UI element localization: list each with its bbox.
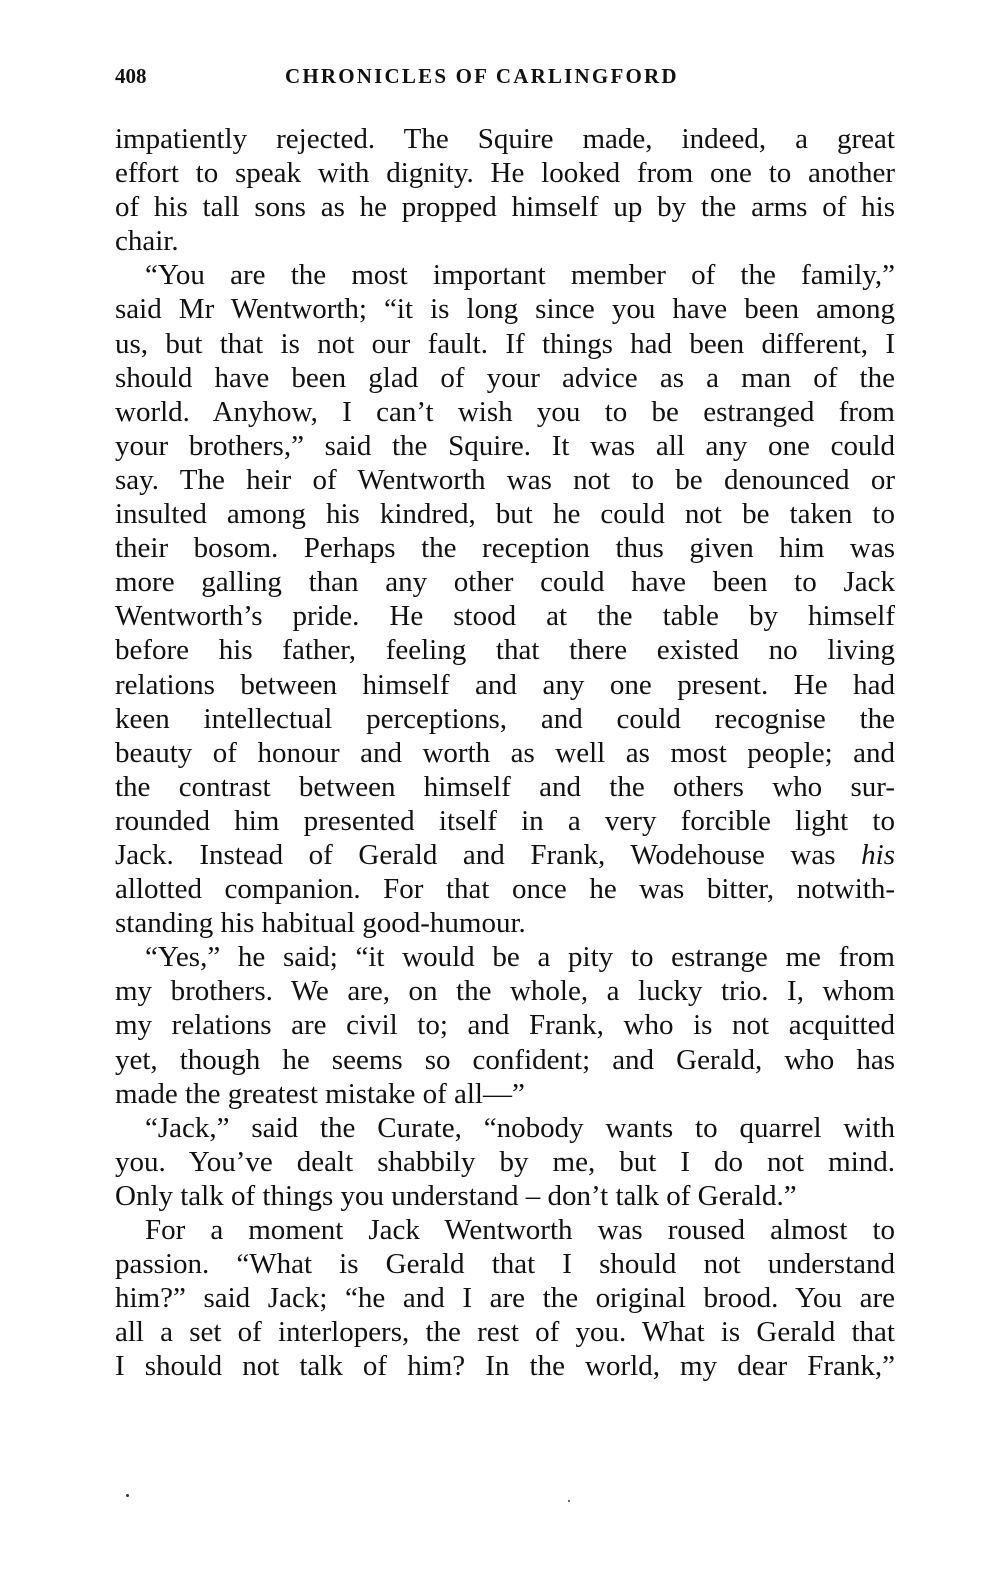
text-line: yet, though he seems so confident; and Gerald, who has [115,1043,895,1076]
page-number: 408 [115,64,147,88]
text-line: said Mr Wentworth; “it is long since you have been among [115,293,895,326]
text-line: of his tall sons as he propped himself up by the arms of his [115,191,895,224]
text-line: I should not talk of him? In the world, my dear Frank,” [115,1350,895,1383]
text-line: all a set of interlopers, the rest of you. What is Gerald that [115,1316,895,1349]
text-line: world. Anyhow, I can’t wish you to be estranged from [115,395,895,428]
text-line: rounded him presented itself in a very forcible light to [115,804,895,837]
text-line: their bosom. Perhaps the reception thus given him was [115,532,895,565]
text-line: more galling than any other could have been to Jack [115,566,895,599]
text-line: the contrast between himself and the others who sur- [115,770,895,803]
text-line: insulted among his kindred, but he could not be taken to [115,498,895,531]
running-head [115,64,895,94]
text-line: relations between himself and any one present. He had [115,668,895,701]
print-speck [568,1500,570,1502]
text-line: “Yes,” he said; “it would be a pity to estrange me from [145,941,895,974]
text-line: made the greatest mistake of all—” [115,1077,525,1110]
text-line: us, but that is not our fault. If things had been different, I [115,327,895,360]
text-line: my relations are civil to; and Frank, who is not acquitted [115,1009,895,1042]
text-line: effort to speak with dignity. He looked from one to another [115,157,895,190]
text-line: allotted companion. For that once he was bitter, notwith- [115,873,895,906]
text-line: passion. “What is Gerald that I should not understand [115,1248,895,1281]
text-line: before his father, feeling that there existed no living [115,634,895,667]
text-line-main: Jack. Instead of Gerald and Frank, Wodehouse was [115,838,836,871]
text-line: you. You’ve dealt shabbily by me, but I do not mind. [115,1145,895,1178]
text-line: standing his habitual good-humour. [115,907,526,940]
text-line: him?” said Jack; “he and I are the original brood. You are [115,1282,895,1315]
text-line: “Jack,” said the Curate, “nobody wants to quarrel with [145,1111,895,1144]
running-title: CHRONICLES OF CARLINGFORD [285,64,679,88]
text-line: your brothers,” said the Squire. It was all any one could [115,429,895,462]
text-line: chair. [115,225,179,258]
print-speck [126,1494,129,1497]
text-line: keen intellectual perceptions, and could recognise the [115,702,895,735]
text-line: my brothers. We are, on the whole, a lucky trio. I, whom [115,975,895,1008]
text-line-with-emphasis [115,838,895,872]
text-line: Wentworth’s pride. He stood at the table by himself [115,600,895,633]
text-line: “You are the most important member of the family,” [145,259,895,292]
body-text [115,122,895,1383]
text-line: For a moment Jack Wentworth was roused almost to [145,1214,895,1246]
text-line: should have been glad of your advice as a man of the [115,361,895,394]
text-line: Only talk of things you understand – don’t talk of Gerald.” [115,1179,797,1212]
text-line: impatiently rejected. The Squire made, indeed, a great [115,123,895,155]
text-line: beauty of honour and worth as well as most people; and [115,736,895,769]
text-line: say. The heir of Wentworth was not to be denounced or [115,463,895,496]
italic-emphasis: his [861,838,895,871]
